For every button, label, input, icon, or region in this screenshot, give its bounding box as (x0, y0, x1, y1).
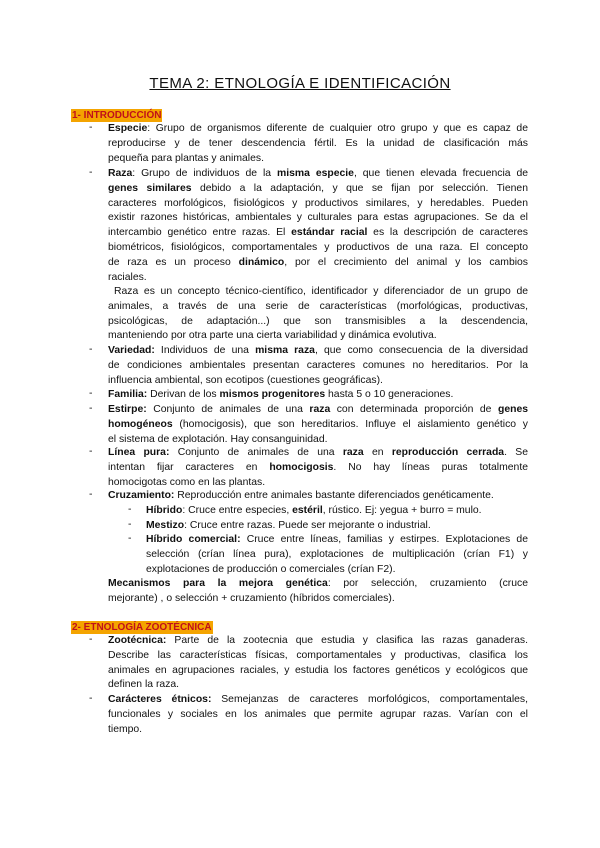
list-item-estirpe: - Estirpe: Conjunto de animales de una raza con determinada proporción de genes homogéneos (homocigosis), que son hereditarios. Influye el aislamiento genético y el sistema de explotación. Hay consanguinidad. (89, 403, 529, 445)
list-item-linea-pura: - Línea pura: Conjunto de animales de una raza en reproducción cerrada. Se intentan fijar caracteres en homocigosis. No hay líneas puras totalmente homocigotas como en las plantas. (89, 446, 528, 488)
sublist-item-hibrido: - Híbrido: Cruce entre especies, estéril, rústico. Ej: yegua + burro = mulo. (128, 504, 482, 516)
list-item-caracteres-etnicos: - Carácteres étnicos: Semejanzas de caracteres morfológicos, comportamentales, funcionales y sociales en los animales que permite agrupar razas. Varían con el tiempo. (89, 693, 528, 735)
paragraph-raza-concepto: Raza es un concepto técnico-científico, identificador y diferenciador de un grupo de animales, a través de una serie de características (morfológicas, productivas, psicológicas, de adaptación...) que son transmisibles a la descendencia, manteniendo por otra parte una cierta variabilidad y dinámica evolutiva. (108, 286, 528, 342)
list-item-zootecnica: - Zootécnica: Parte de la zootecnia que estudia y clasifica las razas ganaderas. Describe las características físicas, comportamentales y productivas, clasifica los animales en agrupaciones raciales, y estudia los factores genéticos y ecológicos que definen la raza. (89, 634, 528, 691)
list-item-variedad: - Variedad: Individuos de una misma raza, que como consecuencia de la diversidad de condiciones ambientales presentan caracteres comunes no hereditarios. Por la influencia ambiental, son ecotipos (cuestiones geográficas). (89, 344, 528, 386)
list-item-familia: - Familia: Derivan de los mismos progenitores hasta 5 o 10 generaciones. (89, 388, 454, 400)
sublist-item-hibrido-comercial: - Híbrido comercial: Cruce entre líneas, familias y estirpes. Explotaciones de selección (crían línea pura), explotaciones de multiplicación (crían F1) y explotaciones de producción o comerciales (crían F2). (128, 533, 528, 575)
section-heading-etnologia-zootecnica: 2- ETNOLOGÍA ZOOTÉCNICA (72, 622, 212, 633)
section-heading-introduccion: 1- INTRODUCCIÓN (72, 110, 162, 121)
list-item-cruzamiento: - Cruzamiento: Reproducción entre animales bastante diferenciados genéticamente. (89, 489, 494, 501)
document-title: TEMA 2: ETNOLOGÍA E IDENTIFICACIÓN (149, 75, 451, 92)
paragraph-mecanismos: Mecanismos para la mejora genética: por selección, cruzamiento (cruce mejorante) , o selección + cruzamiento (híbridos comerciales). (108, 578, 529, 604)
sublist-item-mestizo: - Mestizo: Cruce entre razas. Puede ser mejorante o industrial. (128, 519, 431, 531)
list-item-especie: - Especie: Grupo de organismos diferente de cualquier otro grupo y que es capaz de reproducirse y de tener descendencia fértil. Es la unidad de clasificación más pequeña para plantas y animales. (89, 122, 528, 164)
list-item-raza: - Raza: Grupo de individuos de la misma especie, que tienen elevada frecuencia de genes similares debido a la adaptación, y que se fijan por selección. Tienen caracteres morfológicos, fisiológicos y productivos similares, y heredables. Pueden existir razones históricas, ambientales y culturales para estas agrupaciones. Se da el intercambio genético entre razas. El estándar racial es la descripción de caracteres biométricos, fisiológicos, comportamentales y productivos de una raza. El concepto de raza es un proceso dinámico, por el crecimiento del animal y los cambios raciales. (89, 167, 529, 283)
